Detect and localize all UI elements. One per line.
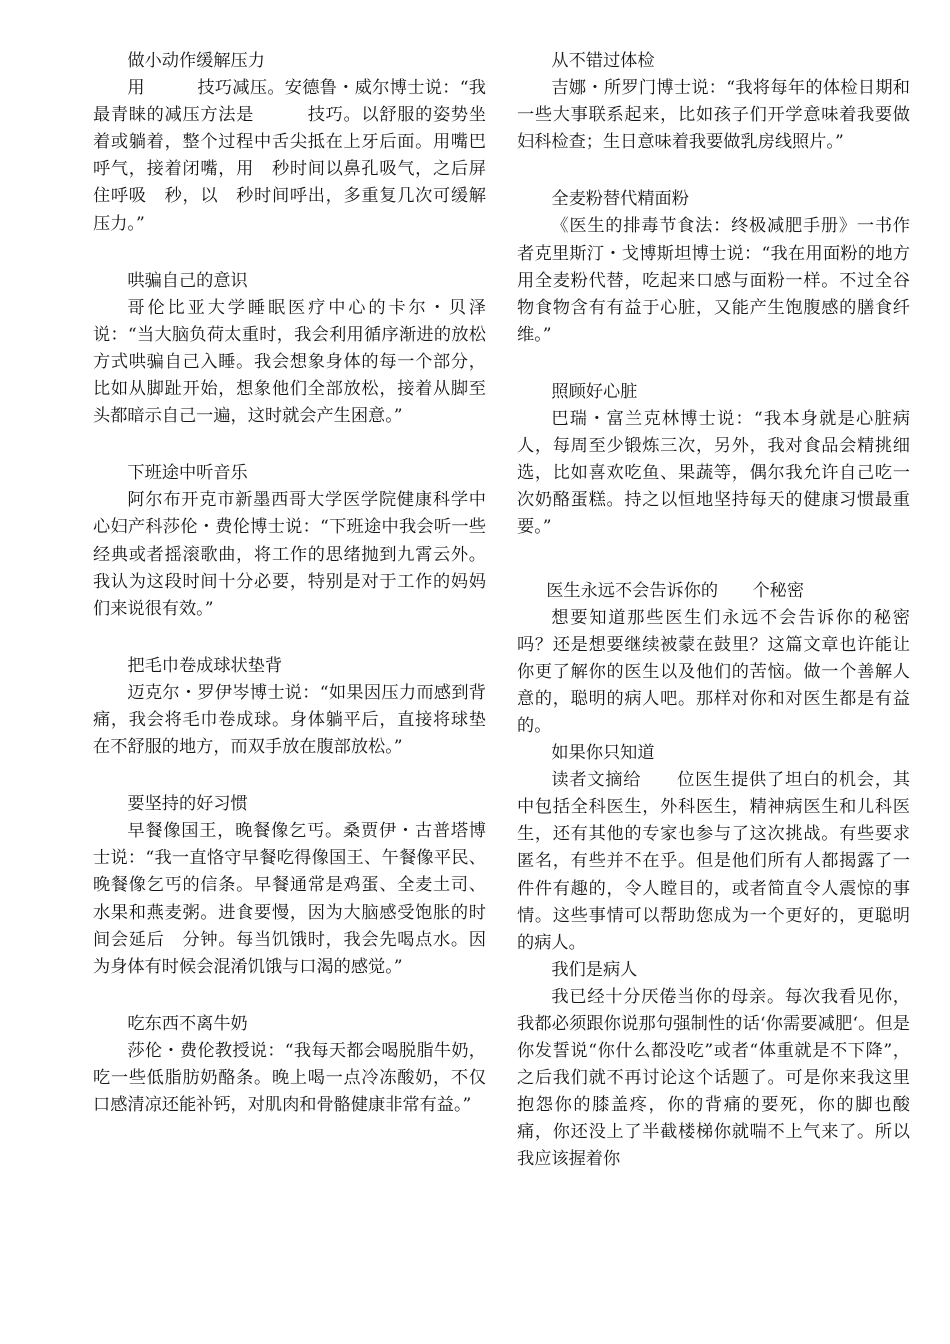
section-heading: 从不错过体检 (551, 51, 655, 71)
section-heading: 吃东西不离牛奶 (127, 1013, 248, 1034)
section-paragraph: 《医生的排毒节食法：终极减肥手册》一书作者克里斯汀・戈博斯坦博士说：“我在用面粉的地方用全麦粉代替，吃起来口感与面粉一样。不过全谷物食物含有有益于心脏，又能产生饱腹感的膳食纤维。” (517, 216, 910, 345)
article-subheading: 如果你只知道 (551, 743, 655, 764)
section-heading: 把毛巾卷成球状垫背 (127, 655, 283, 676)
section-heading: 照顾好心脏 (551, 381, 638, 402)
right-column (517, 48, 910, 1174)
section-small-moves (93, 48, 486, 238)
section-paragraph: 用 技巧减压。安德鲁・威尔博士说：“我最青睐的减压方法是 技巧。以舒服的姿势坐着或躺着，整个过程中舌尖抵在上牙后面。用嘴巴呼气，接着闭嘴，用 秒时间以鼻孔吸气，之后屏住呼吸 秒，以 秒时间呼出，多重复几次可缓解压力。” (93, 78, 486, 234)
section-towel (93, 653, 486, 761)
section-heading: 哄骗自己的意识 (127, 270, 248, 291)
section-paragraph: 吉娜・所罗门博士说：“我将每年的体检日期和一些大事联系起来，比如孩子们开学意味着我要做妇科检查；生日意味着我要做乳房线照片。” (517, 78, 910, 153)
article-secrets (517, 572, 910, 1174)
article-intro: 想要知道那些医生们永远不会告诉你的秘密吗？还是想要继续被蒙在鼓里？这篇文章也许能让你更了解你的医生以及他们的苦恼。做一个善解人意的，聪明的病人吧。那样对你和对医生都是有益的。 (517, 607, 910, 736)
section-heading: 下班途中听音乐 (127, 463, 248, 484)
left-column (93, 48, 486, 1149)
section-paragraph: 迈克尔・罗伊岑博士说：“如果因压力而感到背痛，我会将毛巾卷成球。身体躺平后，直接将球垫在不舒服的地方，而双手放在腹部放松。” (93, 682, 486, 758)
article-title: 医生永远不会告诉你的 个秘密 (546, 580, 805, 601)
section-paragraph: 莎伦・费伦教授说：“我每天都会喝脱脂牛奶，吃一些低脂肪奶酪条。晚上喝一点冷冻酸奶，不仅口感清凉还能补钙，对肌肉和骨骼健康非常有益。” (93, 1040, 486, 1116)
section-fool-mind (93, 268, 486, 431)
section-milk (93, 1011, 486, 1119)
section-heading: 做小动作缓解压力 (127, 51, 265, 71)
section-paragraph: 早餐像国王，晚餐像乞丐。桑贾伊・古普塔博士说：“我一直恪守早餐吃得像国王、午餐像平民、晚餐像乞丐的信条。早餐通常是鸡蛋、全麦土司、水果和燕麦粥。进食要慢，因为大脑感受饱胀的时间会延后 分钟。每当饥饿时，我会先喝点水。因为身体有时候会混淆饥饿与口渴的感觉。” (93, 821, 486, 977)
section-paragraph: 阿尔布开克市新墨西哥大学医学院健康科学中心妇产科莎伦・费伦博士说：“下班途中我会听一些经典或者摇滚歌曲，将工作的思绪抛到九霄云外。我认为这段时间十分必要，特别是对于工作的妈妈们来说很有效。” (93, 490, 486, 619)
section-heart (517, 379, 910, 542)
article-paragraph: 我已经十分厌倦当你的母亲。每次我看见你，我都必须跟你说那句强制性的话‘你需要减肥‘。但是你发誓说“你什么都没吃”或者“体重就是不下降”，之后我们就不再讨论这个话题了。可是你来我这里抱怨你的膝盖疼，你的背痛的要死，你的脚也酸痛，你还没上了半截楼梯你就喘不上气来了。所以我应该握着你 (517, 986, 910, 1170)
section-good-habits (93, 791, 486, 981)
section-paragraph: 巴瑞・富兰克林博士说：“我本身就是心脏病人，每周至少锻炼三次，另外，我对食品会精挑细选，比如喜欢吃鱼、果蔬等，偶尔我允许自己吃一次奶酪蛋糕。持之以恒地坚持每天的健康习惯最重要。” (517, 409, 910, 538)
article-subheading: 我们是病人 (551, 959, 638, 980)
section-checkup (517, 48, 910, 156)
section-paragraph: 哥伦比亚大学睡眠医疗中心的卡尔・贝泽说：“当大脑负荷太重时，我会利用循序渐进的放松方式哄骗自己入睡。我会想象身体的每一个部分，比如从脚趾开始，想象他们全部放松，接着从脚至头都暗示自己一遍，这时就会产生困意。” (93, 297, 486, 427)
section-heading: 要坚持的好习惯 (127, 794, 248, 815)
section-music (93, 460, 486, 623)
section-heading: 全麦粉替代精面粉 (551, 189, 689, 210)
section-wholewheat (517, 186, 910, 349)
article-paragraph: 读者文摘给 位医生提供了坦白的机会，其中包括全科医生，外科医生，精神病医生和儿科医生，还有其他的专家也参与了这次挑战。有些要求匿名，有些并不在乎。但是他们所有人都揭露了一件件有趣的，令人瞠目的，或者简直令人震惊的事情。这些事情可以帮助您成为一个更好的，更聪明的病人。 (517, 770, 910, 953)
